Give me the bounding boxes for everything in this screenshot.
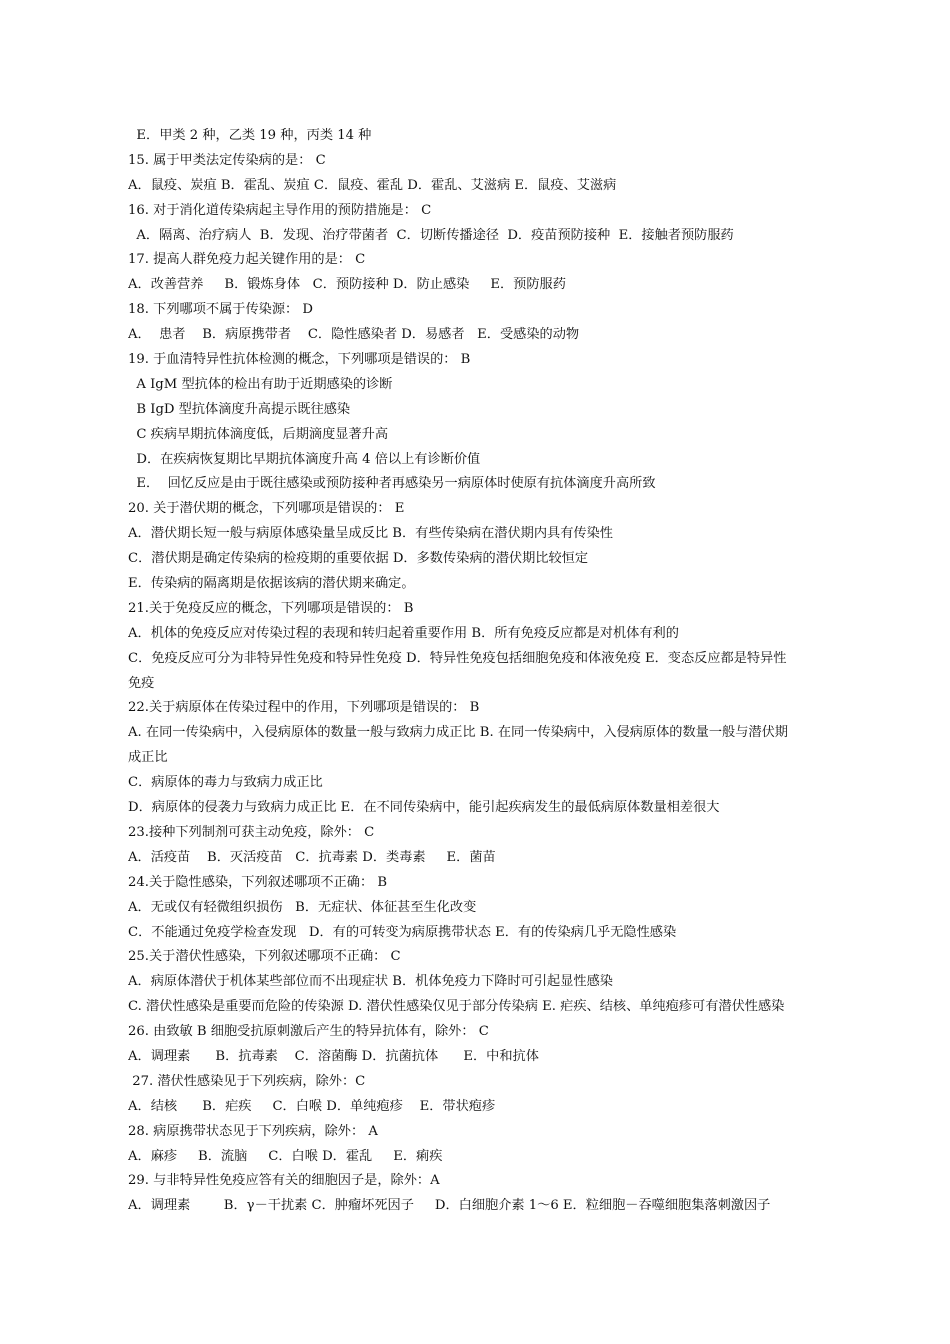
text-line: A．麻疹 B．流脑 C．白喉 D．霍乱 E．痢疾 xyxy=(128,1148,443,1164)
text-line: A．调理素 B．抗毒素 C．溶菌酶 D．抗菌抗体 E．中和抗体 xyxy=(128,1048,539,1064)
text-line: 26. 由致敏 B 细胞受抗原刺激后产生的特异抗体有，除外： C xyxy=(128,1024,489,1040)
text-line: C．不能通过免疫学检查发现 D．有的可转变为病原携带状态 E．有的传染病几乎无隐性感染 xyxy=(128,924,677,940)
text-line: C. 潜伏性感染是重要而危险的传染源 D. 潜伏性感染仅见于部分传染病 E. 疟疾、结核、单纯疱疹可有潜伏性感染 xyxy=(128,999,785,1015)
text-line: D．病原体的侵袭力与致病力成正比 E．在不同传染病中，能引起疾病发生的最低病原体数量相差很大 xyxy=(128,800,720,816)
text-line: A．鼠疫、炭疽 B．霍乱、炭疽 C．鼠疫、霍乱 D．霍乱、艾滋病 E．鼠疫、艾滋病 xyxy=(128,177,617,193)
text-line: 29. 与非特异性免疫应答有关的细胞因子是，除外：A xyxy=(128,1173,440,1189)
document-text xyxy=(128,124,840,1219)
text-line: 免疫 xyxy=(128,675,155,691)
text-line: C．潜伏期是确定传染病的检疫期的重要依据 D．多数传染病的潜伏期比较恒定 xyxy=(128,551,589,567)
text-line: C 疾病早期抗体滴度低，后期滴度显著升高 xyxy=(128,426,389,442)
text-line: 23.接种下列制剂可获主动免疫，除外： C xyxy=(128,824,375,840)
text-line: A．潜伏期长短一般与病原体感染量呈成反比 B．有些传染病在潜伏期内具有传染性 xyxy=(128,526,613,542)
text-line: 20. 关于潜伏期的概念，下列哪项是错误的： E xyxy=(128,501,405,517)
text-line: 25.关于潜伏性感染，下列叙述哪项不正确： C xyxy=(128,949,401,965)
text-line: A．无或仅有轻微组织损伤 B．无症状、体征甚至生化改变 xyxy=(128,899,477,915)
text-line: 17. 提高人群免疫力起关键作用的是： C xyxy=(128,252,366,268)
text-line: A．隔离、治疗病人 B．发现、治疗带菌者 C．切断传播途径 D．疫苗预防接种 E．接触者预防服药 xyxy=(128,227,734,243)
text-line: A．结核 B．疟疾 C．白喉 D．单纯疱疹 E．带状疱疹 xyxy=(128,1098,496,1114)
text-line: A．改善营养 B．锻炼身体 C．预防接种 D．防止感染 E．预防服药 xyxy=(128,277,566,293)
text-line: 15. 属于甲类法定传染病的是： C xyxy=(128,152,326,168)
text-line: C．病原体的毒力与致病力成正比 xyxy=(128,775,323,791)
text-line: B IgD 型抗体滴度升高提示既往感染 xyxy=(128,401,351,417)
text-line: 24.关于隐性感染，下列叙述哪项不正确： B xyxy=(128,874,388,890)
text-line: 22.关于病原体在传染过程中的作用，下列哪项是错误的： B xyxy=(128,700,480,716)
text-line: E．甲类 2 种，乙类 19 种，丙类 14 种 xyxy=(128,128,372,143)
text-line: 28. 病原携带状态见于下列疾病，除外： A xyxy=(128,1123,378,1139)
text-line: 27. 潜伏性感染见于下列疾病，除外：C xyxy=(128,1073,366,1089)
text-line: 16. 对于消化道传染病起主导作用的预防措施是： C xyxy=(128,202,432,218)
text-line: A．调理素 B．γ－干扰素 C．肿瘤坏死因子 D．白细胞介素 1～6 E．粒细胞－吞噬细胞集落刺激因子 xyxy=(128,1198,771,1214)
text-line: A． 患者 B．病原携带者 C．隐性感染者 D．易感者 E．受感染的动物 xyxy=(128,327,580,343)
text-line: A．机体的免疫反应对传染过程的表现和转归起着重要作用 B．所有免疫反应都是对机体有利的 xyxy=(128,625,679,641)
text-line: E．传染病的隔离期是依据该病的潜伏期来确定。 xyxy=(128,576,415,592)
text-line: 成正比 xyxy=(128,750,168,766)
text-line: E． 回忆反应是由于既往感染或预防接种者再感染另一病原体时使原有抗体滴度升高所致 xyxy=(128,476,656,492)
text-line: A IgM 型抗体的检出有助于近期感染的诊断 xyxy=(128,376,393,392)
text-line: A．活疫苗 B．灭活疫苗 C．抗毒素 D．类毒素 E．菌苗 xyxy=(128,849,496,865)
text-line: 18. 下列哪项不属于传染源： D xyxy=(128,302,313,318)
text-line: C．免疫反应可分为非特异性免疫和特异性免疫 D．特异性免疫包括细胞免疫和体液免疫 E．变态反应都是特异性 xyxy=(128,650,787,666)
text-line: A. 在同一传染病中，入侵病原体的数量一般与致病力成正比 B. 在同一传染病中，入侵病原体的数量一般与潜伏期 xyxy=(128,725,788,741)
text-line: A．病原体潜伏于机体某些部位而不出现症状 B．机体免疫力下降时可引起显性感染 xyxy=(128,974,613,990)
text-line: 19. 于血清特异性抗体检测的概念，下列哪项是错误的： B xyxy=(128,352,471,368)
text-line: D．在疾病恢复期比早期抗体滴度升高 4 倍以上有诊断价值 xyxy=(128,451,481,467)
text-line: 21.关于免疫反应的概念，下列哪项是错误的： B xyxy=(128,600,414,616)
